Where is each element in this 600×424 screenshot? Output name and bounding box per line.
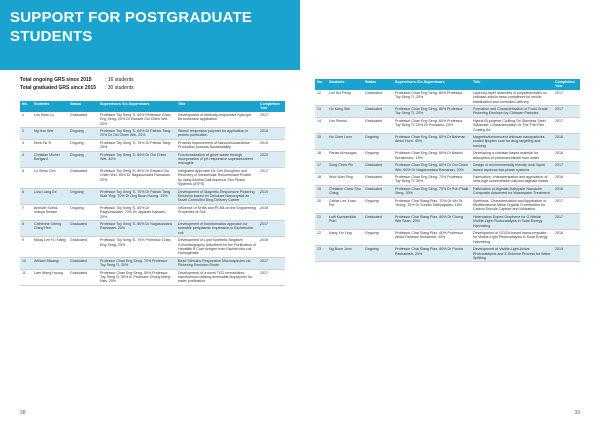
table-row xyxy=(20,128,285,140)
cell-year: 2017 xyxy=(553,117,580,133)
cell-status: Ongoing xyxy=(68,151,98,167)
cell-student: Kiew Tsi Yi xyxy=(32,139,68,151)
cell-supervisors: Professor Toy Seng Ti- 60% Dr Raghunandan- 70% Dr Jayanthi Kalwani- 20% xyxy=(98,204,176,220)
cell-supervisors: Professor Toy Seng Ti- 60% Professor Chan Eng Seng- 20% Dr Edward Ooi Chien Wei- 20% xyxy=(98,112,176,128)
cell-title: Bead Stimulus Responsive Microcapsules via Pickering Emulsion Route xyxy=(176,257,258,269)
cell-student: Cathie Lee Xuan Pei xyxy=(327,197,363,213)
table-row xyxy=(315,185,580,197)
cell-status: Graduated xyxy=(363,173,393,185)
cell-status: Graduated xyxy=(363,106,393,118)
summary-value: : 30 students xyxy=(105,85,134,91)
cell-year: 2017 xyxy=(553,213,580,229)
cell-year: 2018 xyxy=(553,134,580,150)
cell-status: Ongoing xyxy=(363,150,393,162)
cell-year: 2017 xyxy=(258,112,285,128)
table-row xyxy=(315,246,580,262)
cell-year: 2019 xyxy=(258,188,285,204)
cell-year: 2018 xyxy=(553,229,580,245)
table-row xyxy=(20,204,285,220)
cell-supervisors: Professor Toy Seng Ti- 75% Dr Patrick Tang- 25% xyxy=(98,139,176,151)
cell-student: Lim Siew Lu xyxy=(32,112,68,128)
cell-year: 2019 xyxy=(553,246,580,262)
cell-status: Graduated xyxy=(363,185,393,197)
cell-year: 2018 xyxy=(258,128,285,140)
table-row xyxy=(20,269,285,285)
cell-status: Ongoing xyxy=(363,134,393,150)
table-row xyxy=(315,150,580,162)
cell-title: Fabrication, characterisation and application of ultra-high concentration calcium alginate beads xyxy=(471,173,553,185)
cell-supervisors: Professor Chai Siang Piao- 60% Professor Abdul Rahman Mohamed- 30% xyxy=(393,229,471,245)
table-row xyxy=(315,90,580,106)
col-year: Completion Year xyxy=(258,101,285,112)
cell-no: 20 xyxy=(315,197,327,213)
table-header-row xyxy=(20,101,285,112)
cell-year: 2019 xyxy=(258,139,285,151)
cell-student: Micky Lee Fu Xiang xyxy=(32,237,68,258)
cell-no: 9 xyxy=(20,237,32,258)
cell-no: 7 xyxy=(20,204,32,220)
cell-status: Graduated xyxy=(363,213,393,229)
page-number-right: 39 xyxy=(574,410,580,416)
cell-year: 2016 xyxy=(553,185,580,197)
cell-status: Ongoing xyxy=(68,188,98,204)
cell-supervisors: Professor Chan Eng Seng- 60% Dr Basuki Surasmono- 15% xyxy=(393,150,471,162)
cell-student: Liow Liang Ee xyxy=(32,188,68,204)
cell-supervisors: Professor Chai Siang Piao- 70% Dr Wu Ta Yeong- 15% Dr Suresh Sathyapalan- 15% xyxy=(393,197,471,213)
cell-student: Lo Sewn Cen xyxy=(32,167,68,188)
cell-title: Stimuli responsive polymer for application in protein purification xyxy=(176,128,258,140)
cell-title: Development of bioinformatics approach for tuneable periplasmic expression in Escherichia coli xyxy=(176,220,258,236)
summary-value: : 16 students xyxy=(105,77,134,83)
cell-student: William Mwangi xyxy=(32,257,68,269)
cell-title: Synthesis, Characterization and Application of Multifunctional Metal Organic Frameworks for Carbon Dioxide Capture and Utilization xyxy=(471,197,553,213)
cell-status: Graduated xyxy=(68,237,98,258)
table-row xyxy=(20,257,285,269)
cell-status: Graduated xyxy=(68,220,98,236)
table-row xyxy=(20,237,285,258)
cell-title: Development of GO/Zn-based nanocomposite for Visible-Light Photocatalysis in Solar Energy Harvesting xyxy=(471,229,553,245)
col-supervisors: Supervisors /Co-Supervisors xyxy=(393,79,471,90)
table-row xyxy=(20,112,285,128)
cell-year: 2017 xyxy=(553,90,580,106)
cell-supervisors: Professor Chan Eng Seng- 70% Professor Toy Seng Ti- 30% xyxy=(393,173,471,185)
cell-title: Development of a novel TiO2 immobilised nanoformula utilising renewable biopolymer for water purification xyxy=(176,269,258,285)
cell-title: Layer-by-layer assembly of polyelectrolytes on chitosan-insulin nano-complexes for insulin stabilization and controlled-delivery xyxy=(471,90,553,106)
cell-status: Graduated xyxy=(68,112,98,128)
cell-title: Development of Lipid Synthetic Negative Chromatography Adsorbent for the Purification of Hepatitis B Core Antigen from Escherichia coli Homogenate xyxy=(176,237,258,258)
cell-supervisors: Professor Toy Seng Ti- 80% Dr Nagasundara Ramanan- 20% xyxy=(98,220,176,236)
col-title: Title xyxy=(176,101,258,112)
cell-student: Ho Chen Loon xyxy=(327,134,363,150)
cell-student: Lam Weng Hoong xyxy=(32,269,68,285)
title-line-2: STUDENTS xyxy=(10,28,93,45)
cell-supervisors: Professor Toy Seng Ti- 75% Professor Chan Eng Seng- 25% xyxy=(98,237,176,258)
summary-row xyxy=(20,76,134,84)
cell-no: 19 xyxy=(315,185,327,197)
cell-no: 21 xyxy=(315,213,327,229)
cell-status: Graduated xyxy=(68,257,98,269)
cell-year: 2017 xyxy=(258,257,285,269)
cell-status: Ongoing xyxy=(68,139,98,151)
cell-student: Song Chen Pin xyxy=(327,162,363,174)
table-row xyxy=(20,151,285,167)
table-row xyxy=(20,139,285,151)
cell-supervisors: Professor Chai Siang Piao- 80% Dr Pooria Pasbakhsh- 20% xyxy=(393,246,471,262)
cell-no: 3 xyxy=(20,139,32,151)
col-year: Completion Year xyxy=(553,79,580,90)
cell-supervisors: Professor Chan Eng Seng- 50% Professor Toy Seng Ti- 30% A. Professor Chong Meng Nan- 20% xyxy=(98,269,176,285)
table-row xyxy=(315,173,580,185)
cell-year: 2018 xyxy=(553,150,580,162)
cell-no: 10 xyxy=(20,257,32,269)
table-row xyxy=(315,134,580,150)
cell-supervisors: Professor Chan Eng Seng- 60% Dr Ooi Chien Wei- 60% Dr Nagasundara Ramanan- 20% xyxy=(393,162,471,174)
cell-no: 22 xyxy=(315,229,327,245)
cell-year: 2017 xyxy=(553,197,580,213)
cell-title: Hybrid Bi-polymer Coating On Stainless Steel Substrate: Characterization Of The Thin Film Coating As xyxy=(471,117,553,133)
table-row xyxy=(315,213,580,229)
students-table-right xyxy=(315,79,580,262)
cell-title: Heteroatom Doped Graphene for G-Nitride Visible-Light Photocatalysis in Solar Energy Harvesting xyxy=(471,213,553,229)
cell-title: Design of environmentally friendly ionic liquid based aqueous two-phase systems xyxy=(471,162,553,174)
summary-label: Total graduated GRS since 2015 xyxy=(20,85,97,91)
cell-no: 8 xyxy=(20,220,32,236)
cell-title: Fabrication of Alginate-Halloysite Nanotube Composite Adsorbent for Wastewater Treatment xyxy=(471,185,553,197)
cell-student: Ng Hon Wei xyxy=(32,128,68,140)
cell-no: 4 xyxy=(20,151,32,167)
col-status: Status xyxy=(68,101,98,112)
cell-no: 15 xyxy=(315,134,327,150)
cell-student: Kang Xin Ying xyxy=(327,229,363,245)
table-row xyxy=(315,106,580,118)
cell-title: Development of Magnetic-Responsive Pickering Emulsion based on Cellulose Nanocrystal as Novel Controlled Drug Delivery Carrier xyxy=(176,188,258,204)
col-students: Students xyxy=(32,101,68,112)
cell-supervisors: Professor Chai Siang Piao- 80% Dr Chong Wei Sean- 20% xyxy=(393,213,471,229)
cell-title: Process Improvement of Nanocellulose/silica Production towards Sustainability xyxy=(176,139,258,151)
cell-supervisors: Professor Chan Eng Seng- 60% Dr Bahman Amini Horri- 40% xyxy=(393,134,471,150)
table-row xyxy=(315,117,580,133)
col-no: No. xyxy=(20,101,32,112)
cell-no: 11 xyxy=(20,269,32,285)
summary-row xyxy=(20,84,134,92)
cell-supervisors: Professor Chan Eng Seng- 60% Professor Toy Seng Ti- 20% Dr Poosaesi- 20% xyxy=(393,117,471,133)
cell-status: Graduated xyxy=(68,269,98,285)
cell-no: 16 xyxy=(315,150,327,162)
cell-year: 2020 xyxy=(258,151,285,167)
table-row xyxy=(20,167,285,188)
table-row xyxy=(20,188,285,204)
table-row xyxy=(315,162,580,174)
cell-year: 2017 xyxy=(258,220,285,236)
table-header-row xyxy=(315,79,580,90)
cell-supervisors: Professor Toy Seng Ti- 60% Dr Patrick Tang- 20% Dr Ooi Chien Wei- 20% xyxy=(98,128,176,140)
cell-title: Formation and Characterisation of Food-Grade Pickering Emulsion by Chitosan Particles xyxy=(471,106,553,118)
cell-title: Development of antibody-responsive hydrogel for biosensor application xyxy=(176,112,258,128)
cell-no: 1 xyxy=(20,112,32,128)
cell-year: 2017 xyxy=(553,106,580,118)
cell-supervisors: Professor Chan Eng Seng- 80% Professor Toy Seng Ti- 20% xyxy=(393,90,471,106)
cell-status: Graduated xyxy=(363,90,393,106)
cell-title: Development of Visible-Light-Active Photocatalysts and Z-Scheme Process for Water Splitting xyxy=(471,246,553,262)
cell-student: Anirudh Subra-manya Srinam xyxy=(32,204,68,220)
col-no: No. xyxy=(315,79,327,90)
cell-year: 2017 xyxy=(258,269,285,285)
cell-no: 18 xyxy=(315,173,327,185)
title-line-1: SUPPORT FOR POSTGRADUATE xyxy=(10,9,253,26)
cell-student: Parias Armougan xyxy=(327,150,363,162)
col-supervisors: Supervisors /Co-Supervisors xyxy=(98,101,176,112)
cell-supervisors: Professor Toy Seng Ti- 60% Dr Ooi Chien Wei- 40% xyxy=(98,151,176,167)
cell-title: Functionalization of glove waste through incorporation of pH-responsive superabsorbent microgels xyxy=(176,151,258,167)
cell-status: Graduated xyxy=(363,162,393,174)
cell-no: 17 xyxy=(315,162,327,174)
cell-status: Ongoing xyxy=(68,128,98,140)
page-number-left: 38 xyxy=(20,410,26,416)
cell-year: 2017 xyxy=(258,167,285,188)
summary-label: Total ongoing GRS since 2015 xyxy=(20,77,92,83)
cell-supervisors: Professor Chan Eng Seng- 70% Dr Poh Phaik Seng- 30% xyxy=(393,185,471,197)
cell-no: 23 xyxy=(315,246,327,262)
cell-student: Woo Wan Ping xyxy=(327,173,363,185)
cell-status: Ongoing xyxy=(68,204,98,220)
cell-student: Lutfi Kurnianditia Putri xyxy=(327,213,363,229)
col-title: Title xyxy=(471,79,553,90)
cell-student: Lim Hui Peng xyxy=(327,90,363,106)
cell-year: 2017 xyxy=(553,162,580,174)
title-banner xyxy=(0,0,300,70)
cell-no: 6 xyxy=(20,188,32,204)
cell-title: Magnetic/luminescent chitosan nanoparticles coated lipoplex core for drug targeting and tracking xyxy=(471,134,553,150)
cell-status: Graduated xyxy=(363,117,393,133)
cell-student: Lim Sheirui xyxy=(327,117,363,133)
students-table-left xyxy=(20,101,285,286)
col-status: Status xyxy=(363,79,393,90)
col-students: Students xyxy=(327,79,363,90)
cell-supervisors: Professor Chan Eng Seng- 70% Professor Toy Seng Ti- 30% xyxy=(98,257,176,269)
cell-year: 2018 xyxy=(258,204,285,220)
cell-status: Graduated xyxy=(68,167,98,188)
cell-status: Ongoing xyxy=(363,197,393,213)
table-row xyxy=(20,220,285,236)
cell-status: Ongoing xyxy=(363,229,393,245)
cell-title: Influence of SHBs and PCMs on the Engineering Properties of Soil xyxy=(176,204,258,220)
table-row xyxy=(315,197,580,213)
summary-block xyxy=(20,76,134,92)
page-title xyxy=(10,8,290,46)
cell-year: 2016 xyxy=(258,237,285,258)
table-row xyxy=(315,229,580,245)
cell-title: Developing a chitosan based material for adsorption of pharmaceuticals from water xyxy=(471,150,553,162)
cell-status: Ongoing xyxy=(363,246,393,262)
cell-supervisors: Professor Chan Eng Seng- 80% Professor Toy Seng Ti- 20% xyxy=(393,106,471,118)
cell-student: Ho Kang Wei xyxy=(327,106,363,118)
cell-student: Catherine Cheng Ching Hen xyxy=(32,220,68,236)
cell-student: Christine Chew Shu Ching xyxy=(327,185,363,197)
cell-student: Christian Michel Borigard xyxy=(32,151,68,167)
cell-no: 14 xyxy=(315,117,327,133)
cell-student: Ng Boon Junn xyxy=(327,246,363,262)
cell-title: Integrated Approach for Cell Disruption and Recovery of Intracellular Recombinant Protein by using Alcohol-Salt Aqueous Two Phase Systems (ATPS) xyxy=(176,167,258,188)
cell-no: 5 xyxy=(20,167,32,188)
cell-year: 2016 xyxy=(553,173,580,185)
cell-no: 2 xyxy=(20,128,32,140)
cell-supervisors: Professor Toy Seng Ti- 70% Dr Patrick Tang Siah Ying- 70% Dr Ong Boon Hoong- 15% xyxy=(98,188,176,204)
cell-supervisors: Professor Toy Seng Ti- 60% Dr Edward Ooi Chien Wei- 60% Dr Nagasundara Ramanan- 20% xyxy=(98,167,176,188)
cell-no: 13 xyxy=(315,106,327,118)
cell-no: 12 xyxy=(315,90,327,106)
